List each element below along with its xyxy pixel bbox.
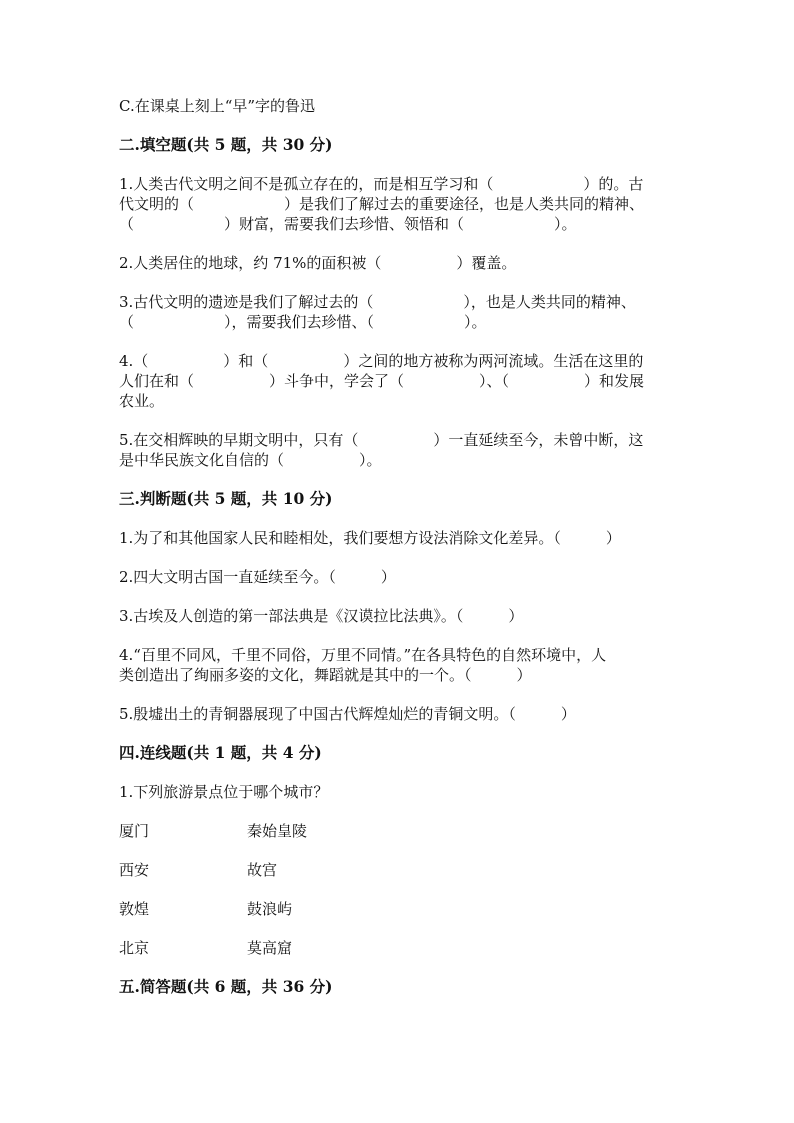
match-city: 北京 — [119, 939, 150, 957]
match-site: 莫高窟 — [247, 939, 293, 957]
s3-question-2 — [119, 567, 679, 587]
section4-title: 四.连线题(共 1 题，共 4 分) — [119, 743, 322, 762]
s3-q2-line: 2.四大文明古国一直延续至今。（ ） — [119, 568, 396, 586]
match-site: 鼓浪屿 — [247, 900, 293, 918]
s2-q1-line: 代文明的（ ）是我们了解过去的重要途径，也是人类共同的精神、 — [119, 195, 645, 213]
s3-q4-line: 4.“百里不同风，千里不同俗，万里不同情。”在各具特色的自然环境中，人 — [119, 646, 607, 664]
s2-q5-line: 是中华民族文化自信的（ ）。 — [119, 451, 382, 469]
match-site: 故宫 — [247, 861, 278, 879]
s3-q4-line: 类创造出了绚丽多姿的文化，舞蹈就是其中的一个。（ ） — [119, 666, 532, 684]
match-row — [119, 860, 679, 880]
s3-question-5 — [119, 704, 679, 724]
match-row — [119, 899, 679, 919]
s2-q4-line: 农业。 — [119, 392, 165, 410]
s2-q5-line: 5.在交相辉映的早期文明中，只有（ ）一直延续至今，未曾中断，这 — [119, 431, 644, 449]
match-row — [119, 938, 679, 958]
match-row — [119, 821, 679, 841]
s2-question-3 — [119, 292, 679, 332]
s3-q1-line: 1.为了和其他国家人民和睦相处，我们要想方设法消除文化差异。（ ） — [119, 529, 621, 547]
s2-question-5 — [119, 430, 679, 470]
s2-question-2 — [119, 253, 679, 273]
s2-q1-line: 1.人类古代文明之间不是孤立存在的，而是相互学习和（ ）的。古 — [119, 175, 644, 193]
s2-q3-line: （ ），需要我们去珍惜、（ ）。 — [119, 313, 487, 331]
exam-page — [119, 96, 679, 997]
section5-title: 五.简答题(共 6 题，共 36 分) — [119, 977, 333, 996]
s3-question-1 — [119, 528, 679, 548]
s2-q1-line: （ ）财富，需要我们去珍惜、领悟和（ ）。 — [119, 215, 577, 233]
s3-question-4 — [119, 645, 679, 685]
s2-q4-line: 人们在和（ ）斗争中，学会了（ ）、（ ）和发展 — [119, 372, 645, 390]
match-city: 厦门 — [119, 822, 150, 840]
s3-question-3 — [119, 606, 679, 626]
match-city: 敦煌 — [119, 900, 150, 918]
s4-question-1: 1.下列旅游景点位于哪个城市？ — [119, 783, 329, 801]
s2-question-4 — [119, 351, 679, 411]
s3-q5-line: 5.殷墟出土的青铜器展现了中国古代辉煌灿烂的青铜文明。（ ） — [119, 705, 576, 723]
match-site: 秦始皇陵 — [247, 822, 308, 840]
s2-q2-line: 2.人类居住的地球，约 71%的面积被（ ）覆盖。 — [119, 254, 517, 272]
s2-q4-line: 4.（ ）和（ ）之间的地方被称为两河流域。生活在这里的 — [119, 352, 644, 370]
s2-q3-line: 3.古代文明的遗迹是我们了解过去的（ ），也是人类共同的精神、 — [119, 293, 636, 311]
match-city: 西安 — [119, 861, 150, 879]
section3-title: 三.判断题(共 5 题，共 10 分) — [119, 489, 333, 508]
option-c: C.在课桌上刻上“早”字的鲁迅 — [119, 97, 316, 115]
s2-question-1 — [119, 174, 679, 234]
section2-title: 二.填空题(共 5 题，共 30 分) — [119, 135, 333, 154]
s3-q3-line: 3.古埃及人创造的第一部法典是《汉谟拉比法典》。（ ） — [119, 607, 524, 625]
